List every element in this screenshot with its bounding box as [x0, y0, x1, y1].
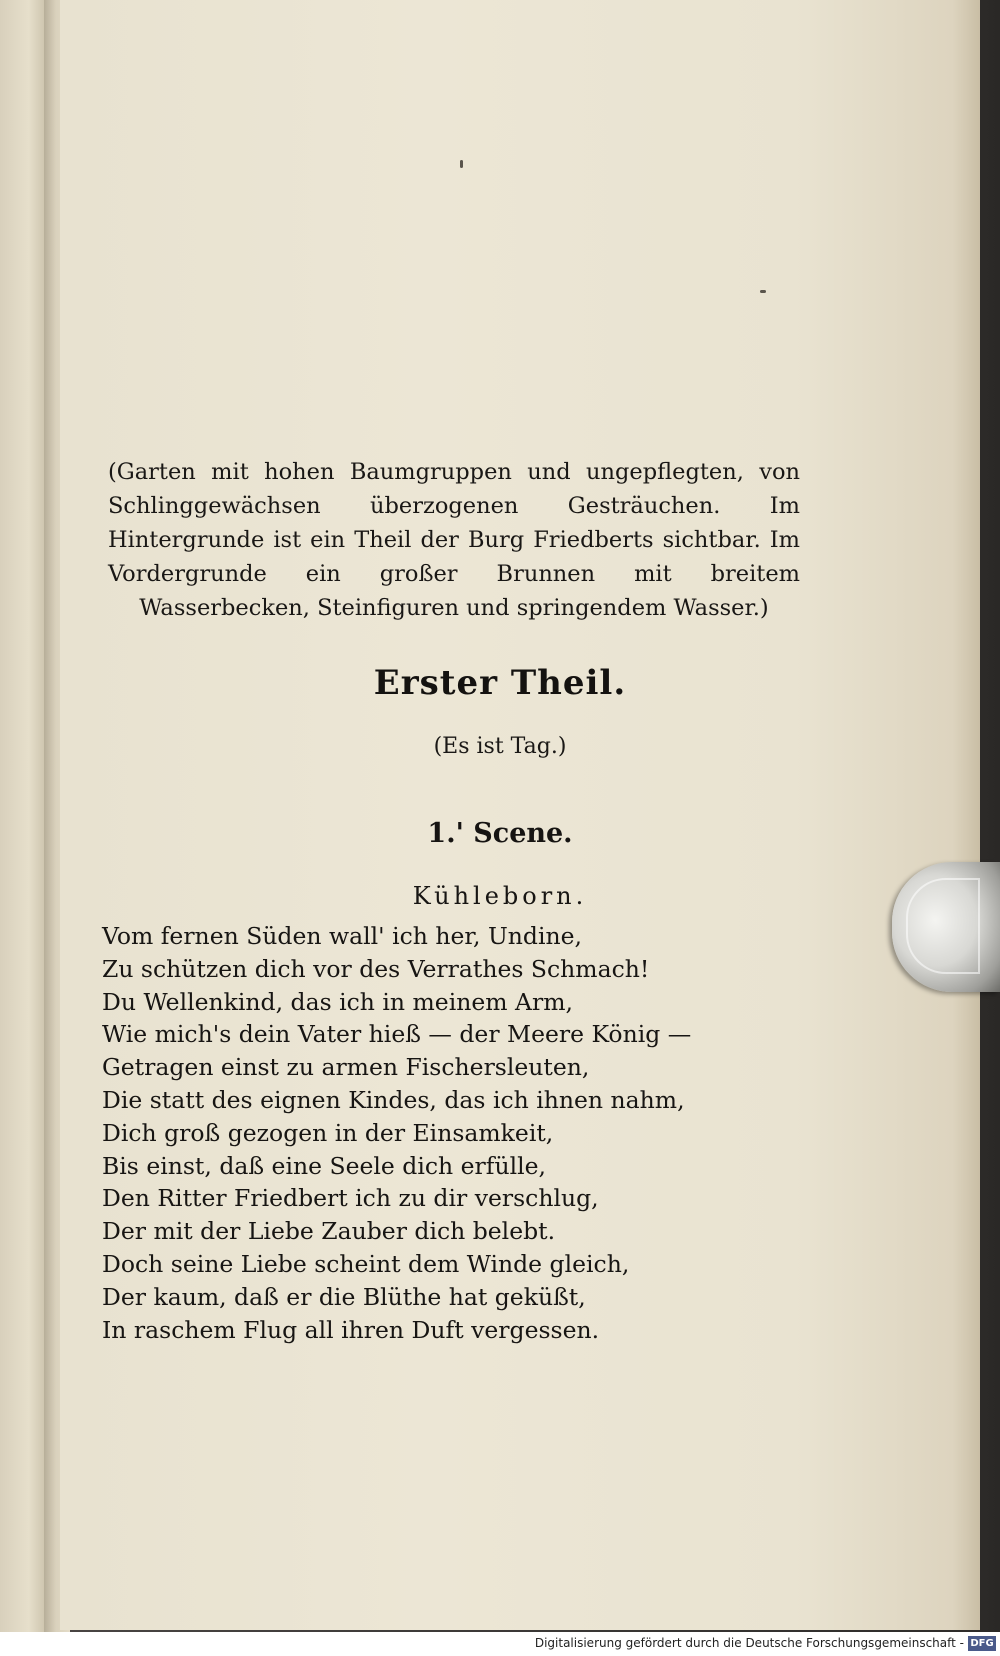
dfg-logo: DFG: [968, 1636, 996, 1651]
part-title: Erster Theil.: [373, 663, 627, 703]
verse-line: Wie mich's dein Vater hieß — der Meere König —: [102, 1020, 692, 1049]
verse-line: Den Ritter Friedbert ich zu dir verschlug,: [102, 1184, 599, 1213]
clip-highlight: [906, 878, 980, 974]
verse-line: Der kaum, daß er die Blüthe hat geküßt,: [102, 1282, 586, 1311]
scene-title: 1.' Scene.: [427, 818, 573, 849]
verse-line: Der mit der Liebe Zauber dich belebt.: [102, 1217, 556, 1246]
verse-line: Zu schützen dich vor des Verrathes Schmach!: [102, 954, 650, 983]
verse-line: Getragen einst zu armen Fischersleuten,: [102, 1053, 590, 1082]
verse-line: In raschem Flug all ihren Duft vergessen.: [102, 1315, 600, 1344]
page-clip: [892, 862, 1000, 992]
stage-direction: (Garten mit hohen Baumgruppen und ungepflegten, von Schlinggewächsen überzogenen Gesträuchen. Im Hintergrunde ist ein Theil der Burg Friedberts sichtbar. Im Vordergrunde ein großer Brunnen mit breitem Wasserbecken, Steinfiguren und springendem Wasser.): [108, 459, 800, 621]
verse-line: Vom fernen Süden wall' ich her, Undine,: [102, 922, 583, 950]
paper-speck: [460, 160, 463, 168]
speaker-name: Kühleborn.: [412, 882, 588, 910]
time-note: (Es ist Tag.): [433, 734, 567, 759]
paper-speck: [760, 290, 766, 293]
verse-line: Die statt des eignen Kindes, das ich ihnen nahm,: [102, 1085, 685, 1114]
verse-line: Dich groß gezogen in der Einsamkeit,: [102, 1118, 554, 1147]
verse-line: Bis einst, daß eine Seele dich erfülle,: [102, 1151, 546, 1180]
verse-line: Doch seine Liebe scheint dem Winde gleich,: [102, 1249, 630, 1278]
verse-line: Du Wellenkind, das ich in meinem Arm,: [102, 987, 573, 1016]
book-page: [60, 0, 980, 1630]
verse-block: [102, 920, 802, 1346]
digitization-credit: Digitalisierung gefördert durch die Deutsche Forschungsgemeinschaft -: [534, 1636, 964, 1650]
